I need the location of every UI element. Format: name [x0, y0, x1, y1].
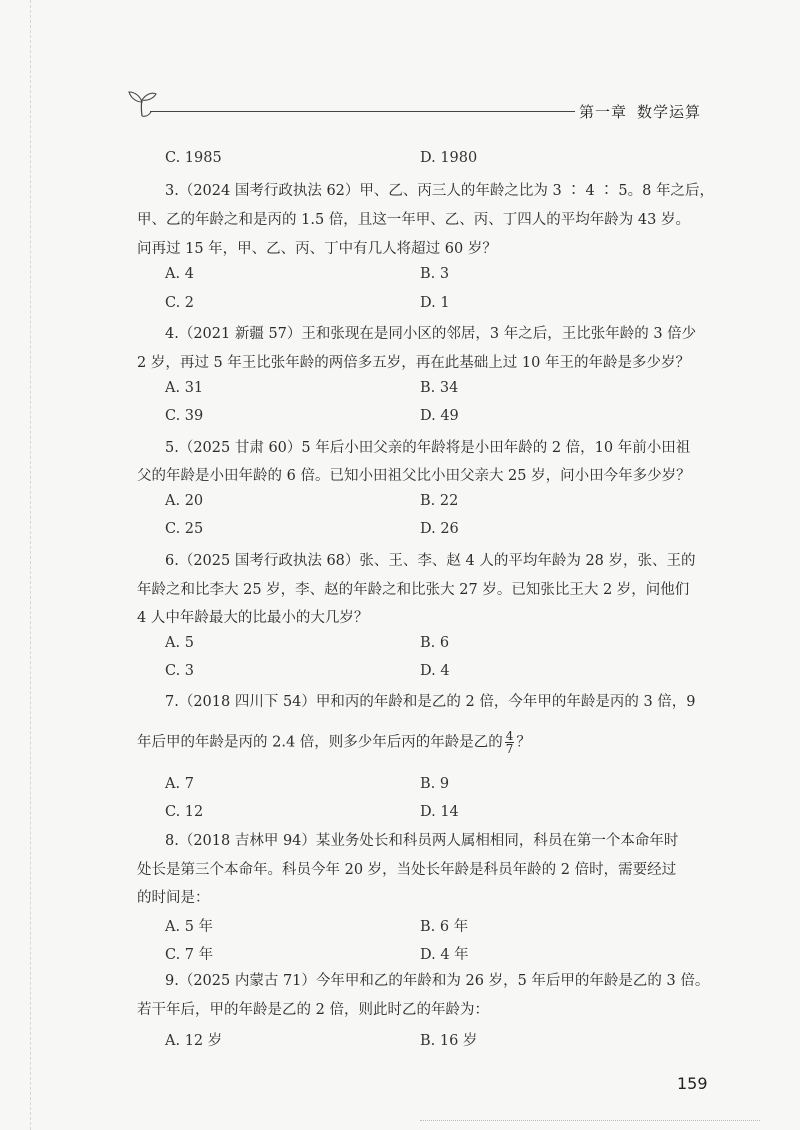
- q6-stem-line-2: 年龄之和比李大 25 岁，李、赵的年龄之和比张大 27 岁。已知张比王大 2 岁，问他们: [137, 582, 690, 598]
- q3-stem-line-3: 问再过 15 年，甲、乙、丙、丁中有几人将超过 60 岁？: [137, 241, 497, 257]
- scan-edge-line: [30, 0, 32, 1130]
- q3-stem-line-2: 甲、乙的年龄之和是丙的 1.5 倍，且这一年甲、乙、丙、丁四人的平均年龄为 43 岁。: [137, 212, 690, 228]
- scan-noise: [420, 1120, 760, 1122]
- q5-option-d: D. 26: [420, 521, 459, 537]
- q7-stem-text: 年后甲的年龄是丙的 2.4 倍，则多少年后丙的年龄是乙的: [137, 734, 503, 751]
- q8-option-d: D. 4 年: [420, 947, 469, 963]
- q5-option-c: C. 25: [165, 521, 204, 537]
- q4-stem-line-1: 4.（2021 新疆 57）王和张现在是同小区的邻居，3 年之后，王比张年龄的 3 倍少: [165, 326, 697, 342]
- q4-option-b: B. 34: [420, 380, 459, 396]
- q6-stem-line-1: 6.（2025 国考行政执法 68）张、王、李、赵 4 人的平均年龄为 28 岁，张、王的: [165, 553, 696, 569]
- q3-option-a: A. 4: [165, 266, 194, 282]
- q3-stem-line-1: 3.（2024 国考行政执法 62）甲、乙、丙三人的年龄之比为 3 ∶ 4 ∶ 5。8 年之后，: [165, 183, 714, 199]
- q6-option-d: D. 4: [420, 663, 450, 679]
- q9-stem-line-2: 若干年后，甲的年龄是乙的 2 倍，则此时乙的年龄为：: [137, 1002, 489, 1018]
- q8-option-b: B. 6 年: [420, 919, 469, 935]
- q9-stem-line-1: 9.（2025 内蒙古 71）今年甲和乙的年龄和为 26 岁，5 年后甲的年龄是乙的 3 倍。: [165, 973, 710, 989]
- option-d: D. 1980: [420, 150, 478, 166]
- q6-option-a: A. 5: [165, 635, 194, 651]
- q4-option-c: C. 39: [165, 408, 204, 424]
- q7-stem-line-1: 7.（2018 四川下 54）甲和丙的年龄和是乙的 2 倍，今年甲的年龄是丙的 3 倍，9: [165, 694, 696, 710]
- q3-option-b: B. 3: [420, 266, 450, 282]
- fraction-four-sevenths: [505, 730, 515, 755]
- q4-option-a: A. 31: [165, 380, 204, 396]
- q7-option-a: A. 7: [165, 776, 194, 792]
- q8-option-c: C. 7 年: [165, 947, 214, 963]
- q7-option-d: D. 14: [420, 804, 459, 820]
- q9-option-a: A. 12 岁: [165, 1033, 223, 1049]
- sprout-leaf-icon: [125, 86, 159, 120]
- q5-stem-line-1: 5.（2025 甘肃 60）5 年后小田父亲的年龄将是小田年龄的 2 倍，10 年前小田祖: [165, 440, 691, 456]
- chapter-name: 数学运算: [637, 103, 702, 121]
- q6-stem-line-3: 4 人中年龄最大的比最小的大几岁？: [137, 610, 369, 626]
- running-header: [579, 101, 701, 122]
- option-c: C. 1985: [165, 150, 222, 166]
- q4-option-d: D. 49: [420, 408, 459, 424]
- q4-stem-line-2: 2 岁，再过 5 年王比张年龄的两倍多五岁，再在此基础上过 10 年王的年龄是多少岁？: [137, 355, 690, 371]
- chapter-label: 第一章: [579, 103, 628, 121]
- q3-option-c: C. 2: [165, 295, 195, 311]
- q9-option-b: B. 16 岁: [420, 1033, 478, 1049]
- q3-option-d: D. 1: [420, 295, 450, 311]
- q8-stem-line-1: 8.（2018 吉林甲 94）某业务处长和科员两人属相相同，科员在第一个本命年时: [165, 833, 679, 849]
- fraction-denominator: 7: [505, 742, 514, 756]
- header-rule: [150, 111, 575, 112]
- q8-stem-line-3: 的时间是：: [137, 890, 210, 906]
- q5-option-b: B. 22: [420, 493, 459, 509]
- q7-option-c: C. 12: [165, 804, 204, 820]
- q7-option-b: B. 9: [420, 776, 450, 792]
- q6-option-c: C. 3: [165, 663, 195, 679]
- q5-option-a: A. 20: [165, 493, 204, 509]
- fraction-numerator: 4: [505, 729, 514, 743]
- q8-stem-line-2: 处长是第三个本命年。科员今年 20 岁，当处长年龄是科员年龄的 2 倍时，需要经过: [137, 862, 677, 878]
- q5-stem-line-2: 父的年龄是小田年龄的 6 倍。已知小田祖父比小田父亲大 25 岁，问小田今年多少岁？: [137, 468, 691, 484]
- page-number: 159: [677, 1074, 708, 1093]
- q7-stem-line-2: [137, 730, 531, 755]
- q7-stem-end: ？: [516, 734, 531, 751]
- q8-option-a: A. 5 年: [165, 919, 214, 935]
- q6-option-b: B. 6: [420, 635, 450, 651]
